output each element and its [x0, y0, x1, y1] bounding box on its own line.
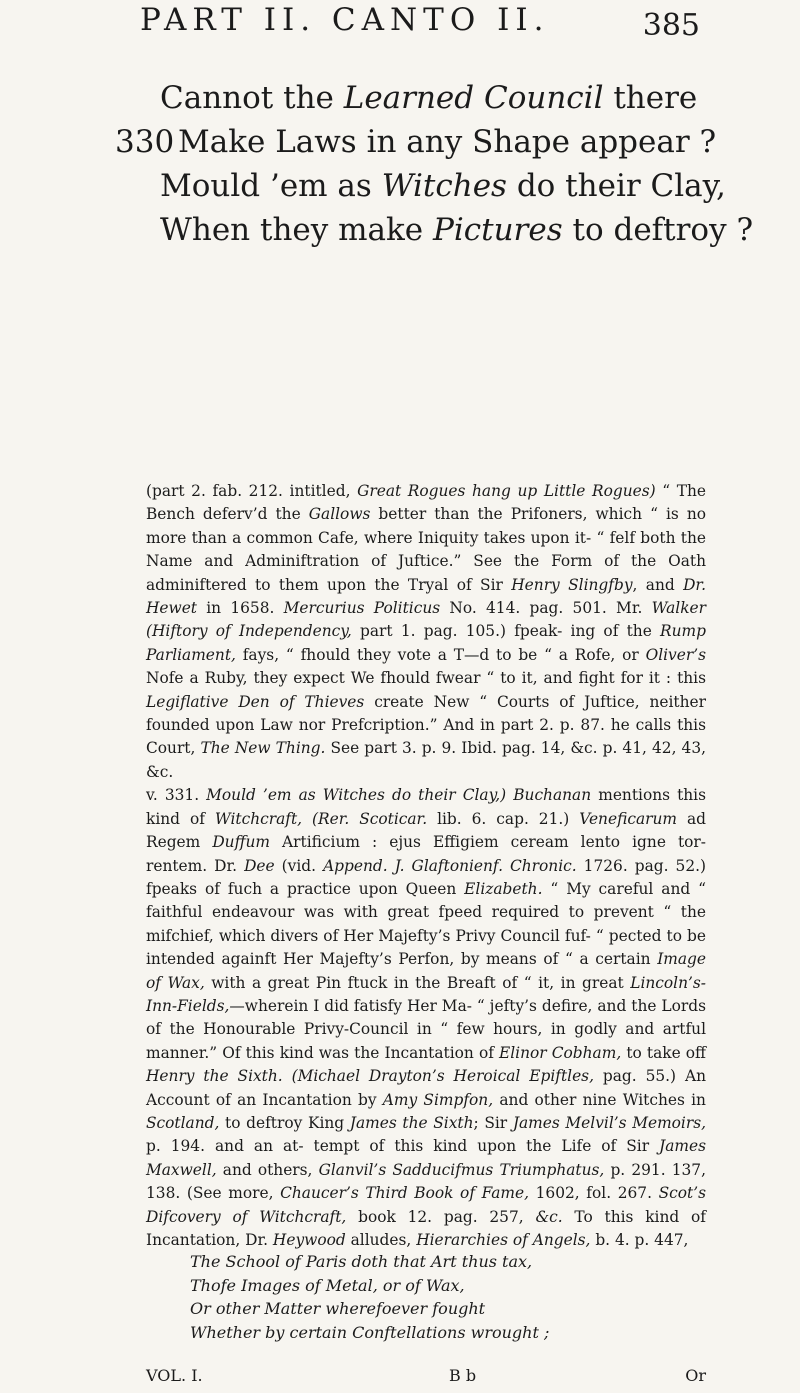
page-header — [140, 2, 700, 62]
quoted-verse-line-1: The School of Paris doth that Art thus tax, — [190, 1252, 533, 1271]
verse-line-number: 330 — [115, 124, 175, 160]
footnotes — [146, 480, 706, 1252]
running-head: PART II. CANTO II. — [140, 2, 550, 38]
signature-mark: B b — [449, 1366, 477, 1385]
quoted-verse — [190, 1250, 549, 1344]
verse-line-4: When they make Pictures to deftroy ? — [160, 212, 754, 248]
catchword: Or — [685, 1366, 706, 1385]
quoted-verse-line-4: Whether by certain Conftellations wrought ; — [190, 1322, 550, 1342]
page-footer — [146, 1366, 706, 1390]
quoted-verse-line-3: Or other Matter wherefoever fought — [190, 1299, 486, 1318]
verse-line-2: Make Laws in any Shape appear ? — [178, 124, 717, 160]
note-paragraph-2: v. 331. Mould ’em as Witches do their Clay,) Buchanan mentions this kind of Witchcraft, (Rer. Scoticar. lib. 6. cap. 21.) Veneficarum ad Regem Duffum Artificium : ejus Effigiem ceream lento igne tor- rentem. Dr. Dee (vid. Append. J. Glaftonienf. Chronic. 1726. pag. 52.) fpeaks of fuch a practice upon Queen Elizabeth. “ My careful and “ faithful endeavour was with great fpeed required to prevent “ the mifchief, which divers of Her Majefty’s Privy Council fuf- “ pected to be intended againft Her Majefty’s Perfon, by means of “ a certain Image of Wax, with a great Pin ftuck in the Breaft of “ it, in great Lincoln’s-Inn-Fields,—wherein I did fatisfy Her Ma- “ jefty’s defire, and the Lords of the Honourable Privy-Council in “ few hours, in godly and artful manner.” Of this kind was the Incantation of Elinor Cobham, to take off Henry the Sixth. (Michael Drayton’s Heroical Epiftles, pag. 55.) An Account of an Incantation by Amy Simpfon, and other nine Witches in Scotland, to deftroy King James the Sixth; Sir James Melvil’s Memoirs, p. 194. and an at- tempt of this kind upon the Life of Sir James Maxwell, and others, Glanvil’s Sadducifmus Triumphatus, p. 291. 137, 138. (See more, Chaucer’s Third Book of Fame, 1602, fol. 267. Scot’s Difcovery of Witchcraft, book 12. pag. 257, &c. To this kind of Incantation, Dr. Heywood alludes, Hierarchies of Angels, b. 4. p. 447, — [146, 786, 707, 1249]
volume-mark: VOL. I. — [146, 1366, 203, 1385]
quoted-verse-line-2: Thofe Images of Metal, or of Wax, — [190, 1275, 465, 1295]
note-paragraph-1: (part 2. fab. 212. intitled, Great Rogues hang up Little Rogues) “ The Bench deferv’d the Gallows better than the Prifoners, which “ is no more than a common Cafe, where Iniquity takes upon it- “ felf both the Name and Adminiftration of Juftice.” See the Form of the Oath adminiftered to them upon the Tryal of Sir Henry Slingfby, and Dr. Hewet in 1658. Mercurius Politicus No. 414. pag. 501. Mr. Walker (Hiftory of Independency, part 1. pag. 105.) fpeak- ing of the Rump Parliament, fays, “ fhould they vote a T—d to be “ a Rofe, or Oliver’s Nofe a Ruby, they expect We fhould fwear “ to it, and fight for it : this Legiflative Den of Thieves create New “ Courts of Juftice, neither founded upon Law nor Prefcription.” And in part 2. p. 87. he calls this Court, The New Thing. See part 3. p. 9. Ibid. pag. 14, &c. p. 41, 42, 43, &c. — [146, 482, 707, 781]
verse-line-1: Cannot the Learned Council there — [160, 80, 698, 116]
page-number: 385 — [642, 8, 700, 43]
verse-line-3: Mould ’em as Witches do their Clay, — [160, 168, 726, 204]
